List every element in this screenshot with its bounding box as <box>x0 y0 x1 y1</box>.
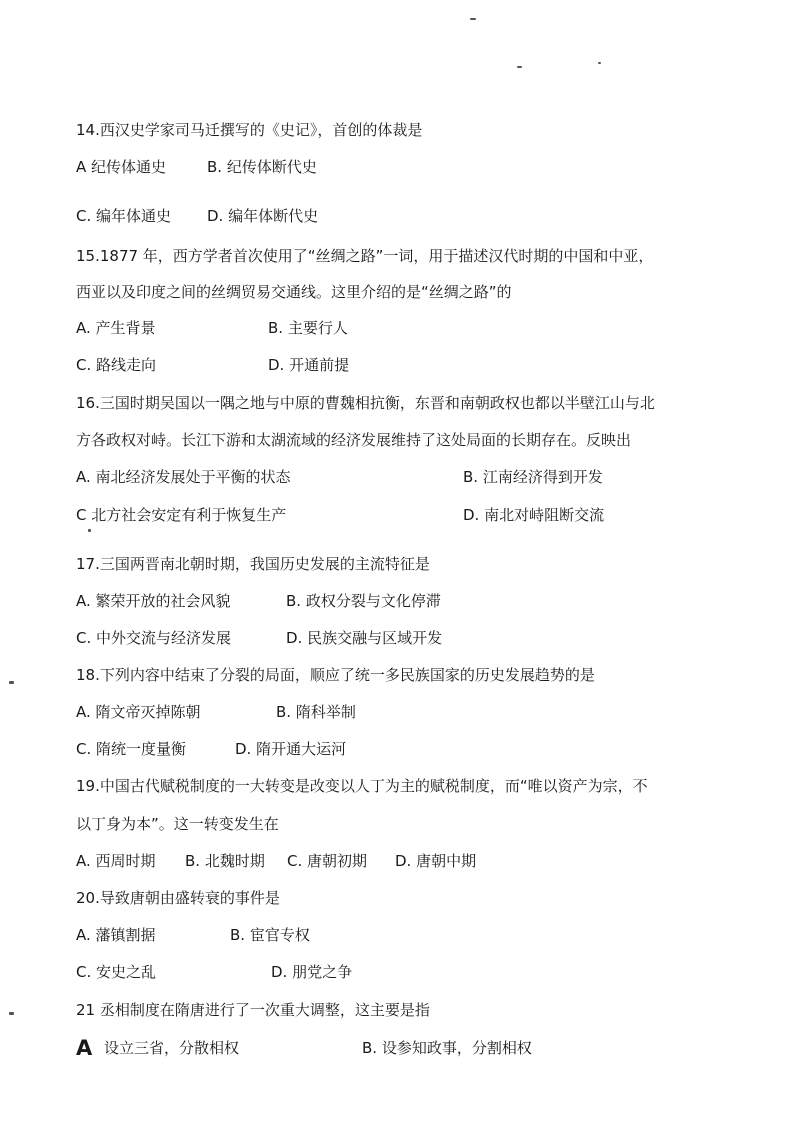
question-20-stem: 20.导致唐朝由盛转衰的事件是 <box>76 889 280 907</box>
question-19-option-d: D. 唐朝中期 <box>395 852 477 870</box>
question-14-stem: 14.西汉史学家司马迁撰写的《史记》，首创的体裁是 <box>76 121 423 139</box>
question-15-option-b: B. 主要行人 <box>268 319 348 337</box>
question-15-stem-line-2: 西亚以及印度之间的丝绸贸易交通线。这里介绍的是“丝绸之路”的 <box>76 283 512 301</box>
question-20-option-a: A. 藩镇割据 <box>76 926 156 944</box>
question-16-stem-line-1: 16.三国时期吴国以一隅之地与中原的曹魏相抗衡，东晋和南朝政权也都以半壁江山与北 <box>76 394 655 412</box>
question-14-option-c: C. 编年体通史 <box>76 207 172 225</box>
question-17-option-c: C. 中外交流与经济发展 <box>76 629 232 647</box>
question-17-option-b: B. 政权分裂与文化停滞 <box>286 592 441 610</box>
question-19-option-c: C. 唐朝初期 <box>287 852 368 870</box>
scan-speck <box>9 1012 14 1015</box>
question-18-option-b: B. 隋科举制 <box>276 703 356 721</box>
question-18-option-c: C. 隋统一度量衡 <box>76 740 187 758</box>
question-19-option-a: A. 西周时期 <box>76 852 156 870</box>
question-15-stem-line-1: 15.1877 年，西方学者首次使用了“丝绸之路”一词，用于描述汉代时期的中国和中亚， <box>76 247 654 265</box>
question-20-option-b: B. 宦官专权 <box>230 926 310 944</box>
scan-speck <box>88 529 91 532</box>
scan-speck <box>470 18 476 20</box>
question-16-stem-line-2: 方各政权对峙。长江下游和太湖流域的经济发展维持了这处局面的长期存在。反映出 <box>76 431 632 449</box>
question-18-stem: 18.下列内容中结束了分裂的局面，顺应了统一多民族国家的历史发展趋势的是 <box>76 666 595 684</box>
question-17-option-d: D. 民族交融与区域开发 <box>286 629 443 647</box>
scan-speck <box>517 66 522 68</box>
question-16-option-b: B. 江南经济得到开发 <box>463 468 603 486</box>
question-15-option-d: D. 开通前提 <box>268 356 350 374</box>
question-19-option-b: B. 北魏时期 <box>185 852 265 870</box>
question-20-option-c: C. 安史之乱 <box>76 963 157 981</box>
question-14-option-d: D. 编年体断代史 <box>207 207 319 225</box>
question-18-option-a: A. 隋文帝灭掉陈朝 <box>76 703 201 721</box>
question-20-option-d: D. 朋党之争 <box>271 963 353 981</box>
question-14-option-b: B. 纪传体断代史 <box>207 158 317 176</box>
question-21-option-a: 设立三省，分散相权 <box>104 1039 240 1057</box>
question-19-stem-line-2: 以丁身为本”。这一转变发生在 <box>76 815 279 833</box>
question-16-option-a: A. 南北经济发展处于平衡的状态 <box>76 468 291 486</box>
scan-speck <box>9 681 14 684</box>
question-15-option-a: A. 产生背景 <box>76 319 156 337</box>
question-15-option-c: C. 路线走向 <box>76 356 157 374</box>
question-16-option-d: D. 南北对峙阻断交流 <box>463 506 605 524</box>
question-18-option-d: D. 隋开通大运河 <box>235 740 347 758</box>
handwritten-answer-mark: A <box>76 1036 93 1060</box>
question-14-option-a: A 纪传体通史 <box>76 158 167 176</box>
question-17-stem: 17.三国两晋南北朝时期，我国历史发展的主流特征是 <box>76 555 430 573</box>
question-21-stem: 21 丞相制度在隋唐进行了一次重大调整，这主要是指 <box>76 1001 430 1019</box>
question-16-option-c: C 北方社会安定有利于恢复生产 <box>76 506 287 524</box>
question-21-option-b: B. 设参知政事，分割相权 <box>362 1039 532 1057</box>
question-17-option-a: A. 繁荣开放的社会风貌 <box>76 592 231 610</box>
question-19-stem-line-1: 19.中国古代赋税制度的一大转变是改变以人丁为主的赋税制度，而“唯以资产为宗，不 <box>76 777 648 795</box>
scan-speck <box>598 62 601 64</box>
